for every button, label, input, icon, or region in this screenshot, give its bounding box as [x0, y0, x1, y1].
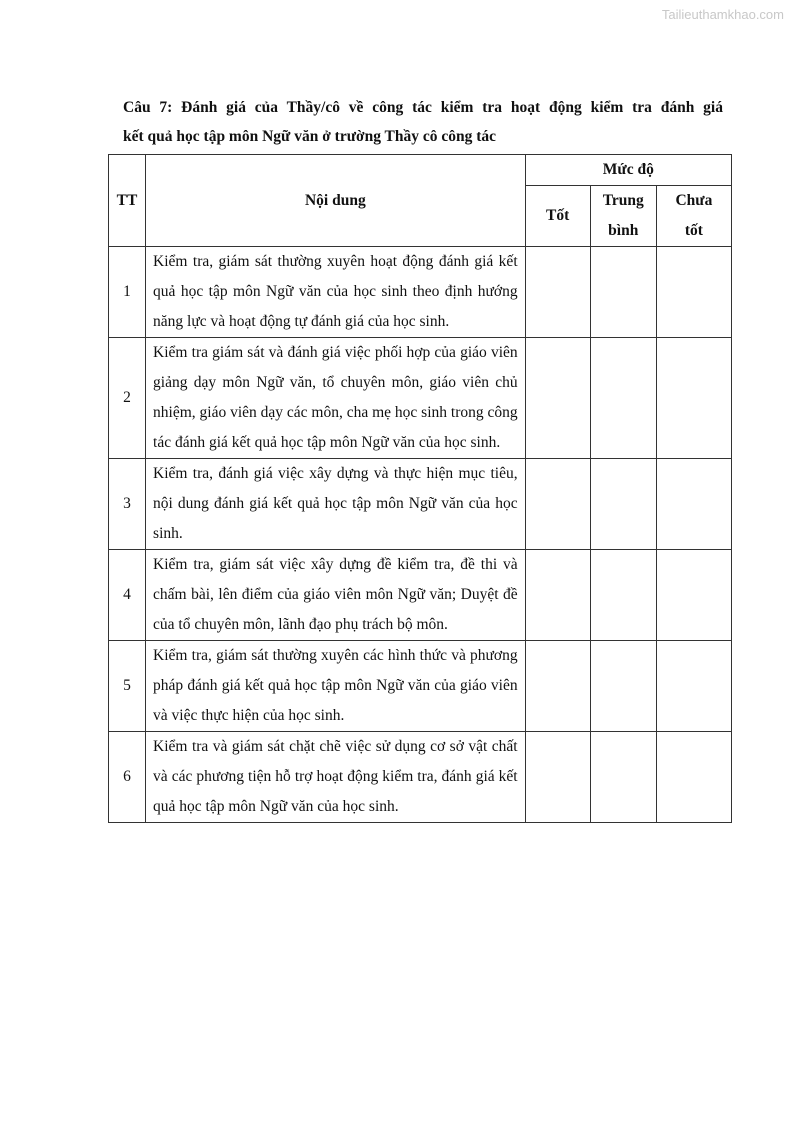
header-notgood-line2: tốt [684, 222, 703, 239]
header-average [590, 186, 656, 247]
rating-cell-average[interactable] [590, 247, 656, 338]
row-content: Kiểm tra, giám sát thường xuyên hoạt động đánh giá kết quả học tập môn Ngữ văn của học sinh theo định hướng năng lực và hoạt động tự đánh giá của học sinh. [146, 247, 526, 338]
table-row [109, 550, 732, 641]
question-line-1: Câu 7: Đánh giá của Thầy/cô về công tác kiểm tra hoạt động kiểm tra đánh giá [123, 99, 723, 116]
table-row [109, 247, 732, 338]
header-good: Tốt [525, 186, 590, 247]
survey-table [108, 154, 732, 823]
rating-cell-notgood[interactable] [656, 338, 731, 459]
watermark: Tailieuthamkhao.com [661, 7, 784, 22]
row-content: Kiểm tra giám sát và đánh giá việc phối hợp của giáo viên giảng dạy môn Ngữ văn, tổ chuyên môn, giáo viên chủ nhiệm, giáo viên dạy các môn, cha mẹ học sinh trong công tác đánh giá kết quả học tập môn Ngữ văn của học sinh. [146, 338, 526, 459]
rating-cell-notgood[interactable] [656, 459, 731, 550]
rating-cell-average[interactable] [590, 550, 656, 641]
table-row [109, 732, 732, 823]
row-number: 1 [109, 247, 146, 338]
header-tt: TT [109, 155, 146, 247]
rating-cell-notgood[interactable] [656, 550, 731, 641]
rating-cell-good[interactable] [525, 338, 590, 459]
header-average-line1: Trung [602, 192, 644, 209]
row-number: 4 [109, 550, 146, 641]
question-title [123, 93, 723, 151]
table-row [109, 641, 732, 732]
rating-cell-good[interactable] [525, 459, 590, 550]
row-content: Kiểm tra, giám sát việc xây dựng đề kiểm tra, đề thi và chấm bài, lên điểm của giáo viên môn Ngữ văn; Duyệt đề của tổ chuyên môn, lãnh đạo phụ trách bộ môn. [146, 550, 526, 641]
rating-cell-notgood[interactable] [656, 247, 731, 338]
row-number: 6 [109, 732, 146, 823]
header-average-line2: bình [608, 222, 639, 239]
rating-cell-good[interactable] [525, 550, 590, 641]
rating-cell-good[interactable] [525, 732, 590, 823]
header-notgood [656, 186, 731, 247]
rating-cell-average[interactable] [590, 732, 656, 823]
question-line-2: kết quả học tập môn Ngữ văn ở trường Thầy cô công tác [123, 128, 497, 145]
row-content: Kiểm tra, giám sát thường xuyên các hình thức và phương pháp đánh giá kết quả học tập môn Ngữ văn của giáo viên và việc thực hiện của học sinh. [146, 641, 526, 732]
row-number: 5 [109, 641, 146, 732]
rating-cell-average[interactable] [590, 641, 656, 732]
row-number: 3 [109, 459, 146, 550]
row-number: 2 [109, 338, 146, 459]
table-row [109, 338, 732, 459]
rating-cell-good[interactable] [525, 247, 590, 338]
rating-cell-average[interactable] [590, 338, 656, 459]
table-row [109, 459, 732, 550]
rating-cell-average[interactable] [590, 459, 656, 550]
row-content: Kiểm tra, đánh giá việc xây dựng và thực hiện mục tiêu, nội dung đánh giá kết quả học tập môn Ngữ văn của học sinh. [146, 459, 526, 550]
header-notgood-line1: Chưa [675, 192, 713, 209]
rating-cell-good[interactable] [525, 641, 590, 732]
rating-cell-notgood[interactable] [656, 641, 731, 732]
rating-cell-notgood[interactable] [656, 732, 731, 823]
row-content: Kiểm tra và giám sát chặt chẽ việc sử dụng cơ sở vật chất và các phương tiện hỗ trợ hoạt động kiểm tra, đánh giá kết quả học tập môn Ngữ văn của học sinh. [146, 732, 526, 823]
header-content: Nội dung [146, 155, 526, 247]
header-level: Mức độ [525, 155, 731, 186]
